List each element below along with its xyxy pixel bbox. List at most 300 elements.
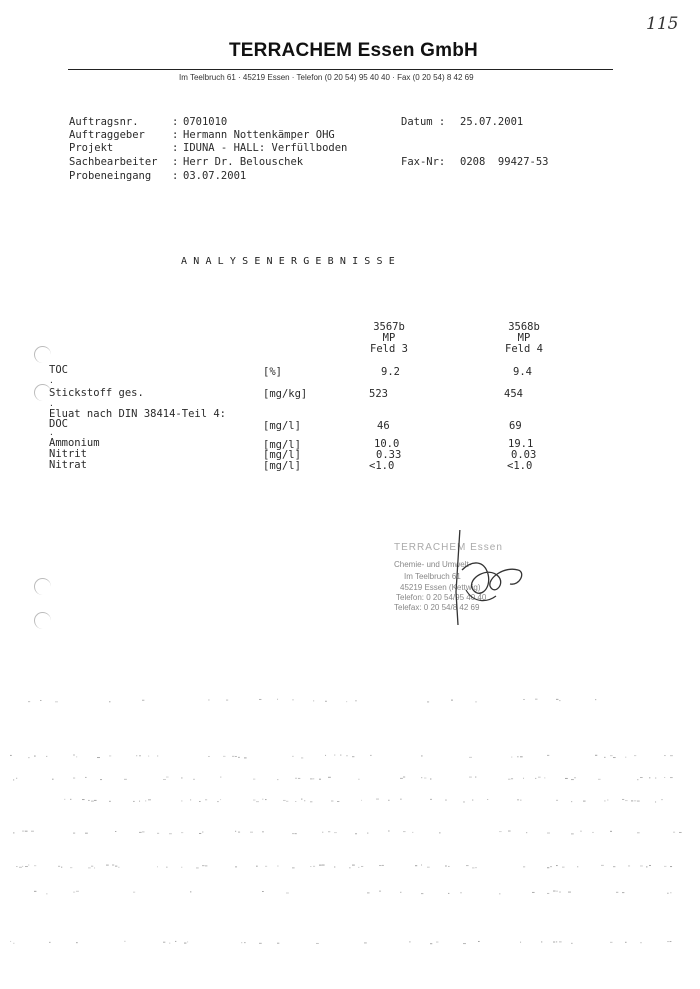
noise-dot (64, 799, 65, 800)
noise-dot (16, 866, 18, 867)
noise-dot (334, 832, 337, 833)
noise-dot (367, 892, 370, 893)
noise-dot (331, 801, 333, 802)
noise-dot (241, 942, 242, 943)
noise-dot (640, 942, 642, 943)
noise-dot (295, 778, 297, 779)
noise-dot (511, 757, 512, 758)
noise-dot (655, 801, 656, 802)
noise-dot (169, 833, 172, 834)
noise-dot (517, 756, 519, 757)
noise-dot (88, 867, 91, 868)
noise-dot (556, 891, 558, 892)
noise-dot (181, 777, 183, 778)
noise-dot (664, 755, 666, 756)
noise-dot (622, 799, 624, 800)
noise-dot (547, 755, 549, 756)
value-sample-2: 9.4 (513, 366, 532, 378)
noise-dot (670, 941, 671, 942)
noise-dot (277, 866, 279, 867)
noise-dot (184, 943, 186, 944)
datum-label: Datum : (401, 116, 446, 128)
noise-dot (319, 779, 321, 780)
header-colon: : (172, 142, 179, 154)
page-number-mark: 115 (646, 14, 679, 34)
noise-dot (634, 755, 636, 756)
noise-dot (292, 699, 294, 700)
noise-dot (100, 779, 102, 780)
noise-dot (451, 700, 453, 701)
header-colon: : (172, 129, 179, 141)
noise-dot (313, 866, 315, 867)
noise-dot (139, 755, 141, 756)
noise-dot (49, 942, 51, 943)
noise-dot (475, 701, 477, 702)
noise-dot (253, 779, 255, 780)
dot-mark: . (49, 376, 54, 385)
noise-dot (76, 942, 78, 943)
noise-dot (115, 831, 116, 832)
stamp-line: Telefax: 0 20 54/8 42 69 (394, 603, 480, 612)
noise-dot (190, 891, 191, 892)
param-name: Stickstoff ges. (49, 387, 144, 399)
noise-dot (256, 801, 259, 802)
noise-dot (55, 701, 58, 702)
noise-dot (292, 756, 294, 757)
noise-dot (142, 700, 144, 701)
noise-dot (346, 755, 348, 756)
noise-dot (25, 831, 28, 832)
noise-dot (568, 892, 571, 893)
noise-dot (358, 779, 360, 780)
noise-dot (118, 867, 120, 868)
value-sample-1: <1.0 (369, 460, 395, 472)
noise-dot (670, 892, 672, 893)
header-label: Probeneingang (69, 170, 152, 182)
noise-dot (520, 800, 522, 801)
sample-type: MP (382, 332, 396, 344)
sample-id: 3568b (508, 321, 540, 333)
noise-dot (217, 801, 219, 802)
noise-dot (574, 777, 576, 778)
noise-dot (670, 755, 673, 756)
noise-dot (427, 701, 429, 702)
noise-dot (334, 866, 335, 867)
noise-dot (661, 799, 663, 800)
noise-dot (139, 832, 142, 833)
noise-dot (430, 943, 432, 944)
noise-dot (310, 866, 311, 867)
value-sample-2: <1.0 (507, 460, 533, 472)
noise-dot (355, 700, 357, 701)
noise-dot (580, 831, 582, 832)
noise-dot (220, 777, 221, 778)
noise-dot (295, 801, 296, 802)
noise-dot (109, 755, 111, 756)
noise-dot (85, 833, 88, 834)
noise-dot (595, 699, 596, 700)
noise-dot (277, 943, 279, 944)
noise-dot (577, 866, 578, 867)
noise-dot (10, 941, 11, 942)
noise-dot (25, 866, 28, 867)
noise-dot (259, 943, 262, 944)
noise-dot (400, 892, 401, 893)
noise-dot (403, 777, 405, 778)
noise-dot (448, 893, 449, 894)
noise-dot (640, 777, 643, 778)
noise-dot (34, 891, 36, 892)
noise-dot (91, 866, 93, 867)
noise-dot (52, 779, 54, 780)
noise-dot (541, 941, 542, 942)
noise-dot (142, 831, 145, 832)
noise-dot (136, 755, 137, 756)
noise-dot (364, 942, 367, 943)
noise-dot (421, 755, 423, 756)
noise-dot (235, 756, 237, 757)
noise-dot (667, 941, 670, 942)
header-value-sachbearbeiter: Herr Dr. Belouschek (183, 156, 304, 168)
noise-dot (439, 832, 441, 833)
header-value-auftraggeber: Hermann Nottenkämper OHG (183, 129, 335, 141)
noise-dot (556, 865, 558, 866)
noise-dot (262, 831, 264, 832)
noise-dot (571, 833, 574, 834)
noise-dot (235, 866, 237, 867)
param-name: Nitrit (49, 448, 87, 460)
noise-dot (595, 755, 597, 756)
header-colon: : (172, 156, 179, 168)
noise-dot (28, 701, 30, 702)
noise-dot (556, 800, 558, 801)
noise-dot (646, 866, 647, 867)
stamp-line: Im Teelbruch 61 (404, 572, 461, 581)
header-colon: : (172, 116, 179, 128)
noise-dot (622, 892, 624, 893)
noise-dot (565, 778, 568, 779)
noise-dot (94, 800, 97, 801)
noise-dot (301, 757, 303, 758)
stamp-line: Chemie- und Umwelt- (394, 560, 472, 569)
noise-dot (190, 799, 191, 800)
noise-dot (547, 833, 550, 834)
noise-dot (238, 757, 240, 758)
noise-dot (604, 800, 606, 801)
noise-dot (625, 757, 626, 758)
noise-dot (328, 831, 330, 832)
noise-dot (13, 943, 15, 944)
noise-dot (556, 699, 558, 700)
noise-dot (109, 801, 111, 802)
header-colon: : (172, 170, 179, 182)
noise-dot (559, 941, 562, 942)
noise-dot (535, 699, 537, 700)
noise-dot (301, 799, 302, 800)
noise-dot (637, 832, 640, 833)
noise-dot (403, 831, 406, 832)
noise-dot (34, 865, 36, 866)
noise-dot (631, 800, 633, 801)
noise-dot (670, 777, 673, 778)
noise-dot (370, 755, 372, 756)
noise-dot (148, 756, 149, 757)
noise-dot (262, 891, 264, 892)
noise-dot (40, 700, 41, 701)
noise-dot (553, 942, 555, 943)
noise-dot (409, 941, 411, 942)
noise-dot (196, 867, 199, 868)
noise-dot (349, 867, 351, 868)
noise-dot (310, 778, 313, 779)
sample-type: MP (517, 332, 531, 344)
noise-dot (163, 942, 165, 943)
noise-dot (499, 831, 502, 832)
noise-dot (13, 832, 14, 833)
noise-dot (28, 865, 29, 866)
value-sample-1: 9.2 (381, 366, 400, 378)
noise-dot (508, 779, 510, 780)
datum-value: 25.07.2001 (460, 116, 524, 128)
noise-dot (169, 943, 170, 944)
noise-dot (553, 891, 556, 892)
noise-dot (73, 833, 75, 834)
noise-dot (424, 778, 426, 779)
sample-field: Feld 4 (505, 343, 543, 355)
noise-dot (649, 777, 650, 778)
noise-dot (460, 892, 462, 893)
noise-dot (292, 833, 295, 834)
noise-dot (352, 756, 354, 757)
noise-dot (604, 757, 606, 758)
noise-dot (286, 893, 289, 894)
noise-dot (256, 866, 258, 867)
noise-dot (445, 865, 447, 866)
value-sample-2: 19.1 (508, 438, 534, 450)
dot-mark: . (49, 428, 54, 437)
dot-mark: . (49, 399, 54, 408)
noise-dot (571, 801, 572, 802)
noise-dot (124, 941, 126, 942)
param-name: DOC (49, 418, 68, 430)
noise-dot (76, 756, 77, 757)
noise-dot (322, 832, 323, 833)
param-name: Eluat nach DIN 38414-Teil 4: (49, 408, 227, 420)
noise-dot (469, 757, 472, 758)
noise-dot (202, 865, 205, 866)
noise-dot (475, 777, 476, 778)
noise-dot (427, 867, 430, 868)
noise-dot (73, 892, 75, 893)
noise-dot (208, 756, 210, 757)
noise-dot (223, 756, 226, 757)
noise-dot (319, 865, 322, 866)
noise-dot (532, 892, 535, 893)
company-address: Im Teelbruch 61 · 45219 Essen · Telefon (0 20 54) 95 40 40 · Fax (0 20 54) 8 42 69 (179, 73, 474, 82)
noise-dot (235, 831, 236, 832)
noise-dot (463, 801, 465, 802)
noise-dot (94, 867, 95, 868)
noise-dot (526, 832, 527, 833)
noise-dot (61, 867, 62, 868)
noise-dot (571, 943, 573, 944)
noise-dot (187, 941, 188, 942)
noise-dot (157, 755, 158, 756)
noise-dot (379, 891, 381, 892)
param-name: Nitrat (49, 459, 87, 471)
noise-dot (511, 778, 513, 779)
noise-dot (520, 756, 523, 757)
noise-dot (625, 942, 627, 943)
noise-dot (412, 832, 413, 833)
noise-dot (508, 831, 511, 832)
noise-dot (388, 800, 390, 801)
section-title: ANALYSENERGEBNISSE (181, 256, 401, 267)
noise-dot (670, 866, 672, 867)
sample-field: Feld 3 (370, 343, 408, 355)
noise-dot (538, 777, 541, 778)
value-sample-1: 0.33 (376, 449, 402, 461)
noise-dot (226, 700, 228, 701)
noise-dot (22, 831, 24, 832)
noise-dot (82, 799, 85, 800)
sample-id: 3567b (373, 321, 405, 333)
noise-dot (58, 866, 60, 867)
header-label: Projekt (69, 142, 114, 154)
stamp-line: 45219 Essen (Kettwig) (400, 583, 481, 592)
noise-dot (277, 699, 278, 700)
noise-dot (313, 778, 314, 779)
param-unit: [mg/l] (263, 460, 301, 472)
header-value-auftragsnr: 0701010 (183, 116, 228, 128)
noise-dot (550, 866, 552, 867)
noise-dot (667, 893, 669, 894)
value-sample-2: 0.03 (511, 449, 537, 461)
noise-dot (46, 756, 47, 757)
header-label: Auftragsnr. (69, 116, 139, 128)
noise-dot (310, 801, 312, 802)
noise-dot (361, 800, 362, 801)
noise-dot (346, 701, 347, 702)
noise-dot (337, 801, 339, 802)
company-name: TERRACHEM Essen GmbH (229, 40, 478, 61)
noise-dot (70, 867, 72, 868)
noise-dot (73, 755, 75, 756)
noise-dot (265, 799, 267, 800)
noise-dot (46, 893, 48, 894)
noise-dot (304, 800, 305, 801)
noise-dot (448, 866, 450, 867)
noise-dot (205, 865, 207, 866)
stamp-line: TERRACHEM Essen (394, 542, 503, 553)
noise-dot (10, 755, 12, 756)
noise-dot (205, 799, 207, 800)
noise-dot (664, 866, 666, 867)
header-label: Sachbearbeiter (69, 156, 158, 168)
noise-dot (610, 942, 612, 943)
noise-dot (208, 699, 210, 700)
noise-dot (361, 866, 363, 867)
noise-dot (232, 756, 234, 757)
noise-dot (148, 799, 151, 800)
noise-dot (445, 800, 447, 801)
noise-dot (31, 831, 34, 832)
noise-dot (415, 865, 417, 866)
noise-dot (598, 779, 601, 780)
noise-dot (463, 943, 466, 944)
fax-value: 0208 99427-53 (460, 156, 549, 168)
noise-dot (472, 800, 473, 801)
noise-dot (334, 755, 335, 756)
noise-dot (610, 755, 613, 756)
noise-dot (88, 800, 90, 801)
header-value-probeneingang: 03.07.2001 (183, 170, 247, 182)
param-unit: [mg/kg] (263, 388, 308, 400)
param-name: TOC (49, 364, 68, 376)
noise-dot (472, 867, 474, 868)
noise-dot (421, 777, 422, 778)
noise-dot (112, 865, 114, 866)
noise-dot (157, 866, 158, 867)
noise-dot (295, 833, 297, 834)
noise-dot (520, 942, 521, 943)
param-unit: [mg/l] (263, 420, 301, 432)
value-sample-2: 454 (504, 388, 523, 400)
noise-dot (634, 800, 636, 801)
noise-dot (313, 700, 314, 701)
noise-dot (421, 865, 422, 866)
noise-dot (607, 799, 608, 800)
noise-dot (244, 942, 246, 943)
noise-dot (466, 865, 469, 866)
noise-dot (613, 866, 615, 867)
noise-dot (13, 779, 14, 780)
noise-dot (637, 801, 640, 802)
param-name: Ammonium (49, 437, 100, 449)
noise-dot (640, 865, 643, 866)
noise-dot (109, 701, 110, 702)
noise-dot (499, 893, 500, 894)
value-sample-2: 69 (509, 420, 522, 432)
noise-dot (163, 779, 166, 780)
noise-dot (673, 832, 675, 833)
noise-dot (379, 865, 382, 866)
noise-dot (181, 832, 183, 833)
noise-dot (421, 893, 423, 894)
param-unit: [%] (263, 366, 282, 378)
noise-dot (601, 865, 604, 866)
noise-dot (556, 941, 557, 942)
noise-dot (19, 867, 22, 868)
param-unit: [mg/l] (263, 439, 301, 451)
noise-dot (475, 867, 477, 868)
noise-dot (655, 778, 656, 779)
noise-dot (523, 866, 525, 867)
fax-label: Fax-Nr: (401, 156, 446, 168)
noise-dot (286, 801, 288, 802)
noise-dot (22, 866, 23, 867)
noise-dot (199, 833, 201, 834)
noise-dot (283, 800, 286, 801)
noise-dot (517, 799, 519, 800)
noise-dot (382, 865, 384, 866)
noise-dot (547, 867, 549, 868)
noise-dot (355, 833, 357, 834)
noise-dot (265, 866, 267, 867)
noise-dot (145, 800, 146, 801)
noise-dot (559, 700, 561, 701)
noise-dot (181, 867, 182, 868)
